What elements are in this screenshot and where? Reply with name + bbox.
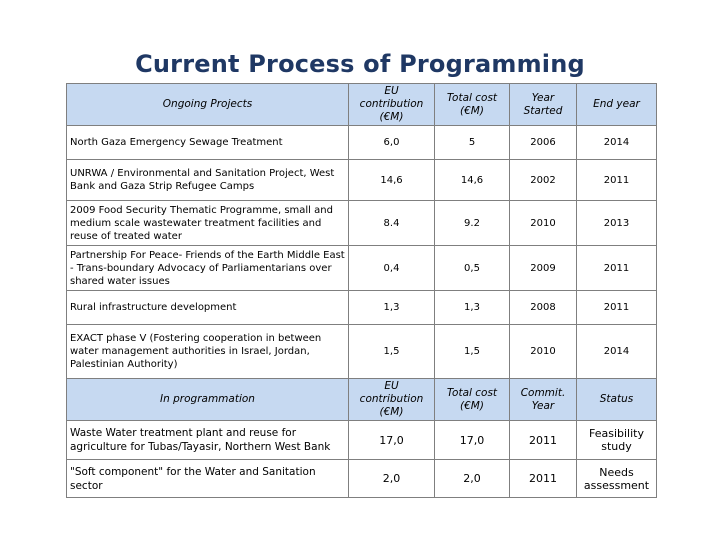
table-row — [67, 246, 657, 291]
page-title: Current Process of Programming — [135, 50, 585, 78]
table-row — [67, 460, 657, 498]
project-name: 2009 Food Security Thematic Programme, small and medium scale wastewater treatment facilities and reuse of treated water — [67, 201, 349, 246]
eu-contribution: 2,0 — [349, 460, 435, 498]
eu-contribution: 17,0 — [349, 421, 435, 460]
commit-year: 2011 — [510, 460, 577, 498]
total-cost: 1,3 — [435, 291, 510, 325]
total-cost-header: Total cost (€M) — [435, 84, 510, 126]
table-row — [67, 421, 657, 460]
total-cost-header: Total cost (€M) — [435, 379, 510, 421]
ongoing-header-row — [67, 84, 657, 126]
commit-year: 2011 — [510, 421, 577, 460]
total-cost: 1,5 — [435, 325, 510, 379]
project-name: "Soft component" for the Water and Sanitation sector — [67, 460, 349, 498]
table-row — [67, 160, 657, 201]
eu-contribution: 6,0 — [349, 126, 435, 160]
end-year: 2011 — [577, 160, 657, 201]
eu-contribution: 1,5 — [349, 325, 435, 379]
status-header: Status — [577, 379, 657, 421]
project-name: Waste Water treatment plant and reuse for agriculture for Tubas/Tayasir, Northern West Bank — [67, 421, 349, 460]
total-cost: 5 — [435, 126, 510, 160]
end-year: 2011 — [577, 246, 657, 291]
table-row — [67, 126, 657, 160]
eu-contribution: 8.4 — [349, 201, 435, 246]
eu-contribution: 14,6 — [349, 160, 435, 201]
end-year: 2014 — [577, 325, 657, 379]
status: Needs assessment — [577, 460, 657, 498]
project-name: Rural infrastructure development — [67, 291, 349, 325]
year-started: 2006 — [510, 126, 577, 160]
eu-contribution: 1,3 — [349, 291, 435, 325]
programming-table — [66, 83, 657, 498]
year-started-header: Year Started — [510, 84, 577, 126]
eu-contribution: 0,4 — [349, 246, 435, 291]
year-started: 2009 — [510, 246, 577, 291]
table-row — [67, 201, 657, 246]
project-name: UNRWA / Environmental and Sanitation Project, West Bank and Gaza Strip Refugee Camps — [67, 160, 349, 201]
total-cost: 0,5 — [435, 246, 510, 291]
table-row — [67, 325, 657, 379]
year-started: 2010 — [510, 201, 577, 246]
end-year-header: End year — [577, 84, 657, 126]
project-name: Partnership For Peace- Friends of the Earth Middle East - Trans-boundary Advocacy of Parliamentarians over shared water issues — [67, 246, 349, 291]
ongoing-projects-header: Ongoing Projects — [67, 84, 349, 126]
total-cost: 14,6 — [435, 160, 510, 201]
programmation-header-row — [67, 379, 657, 421]
total-cost: 2,0 — [435, 460, 510, 498]
year-started: 2008 — [510, 291, 577, 325]
total-cost: 17,0 — [435, 421, 510, 460]
commit-year-header: Commit. Year — [510, 379, 577, 421]
in-programmation-header: In programmation — [67, 379, 349, 421]
table-row — [67, 291, 657, 325]
total-cost: 9.2 — [435, 201, 510, 246]
eu-contribution-header: EU contribution (€M) — [349, 379, 435, 421]
project-name: EXACT phase V (Fostering cooperation in between water management authorities in Israel, Jordan, Palestinian Authority) — [67, 325, 349, 379]
status: Feasibility study — [577, 421, 657, 460]
end-year: 2013 — [577, 201, 657, 246]
eu-contribution-header: EU contribution (€M) — [349, 84, 435, 126]
year-started: 2010 — [510, 325, 577, 379]
end-year: 2014 — [577, 126, 657, 160]
year-started: 2002 — [510, 160, 577, 201]
project-name: North Gaza Emergency Sewage Treatment — [67, 126, 349, 160]
end-year: 2011 — [577, 291, 657, 325]
